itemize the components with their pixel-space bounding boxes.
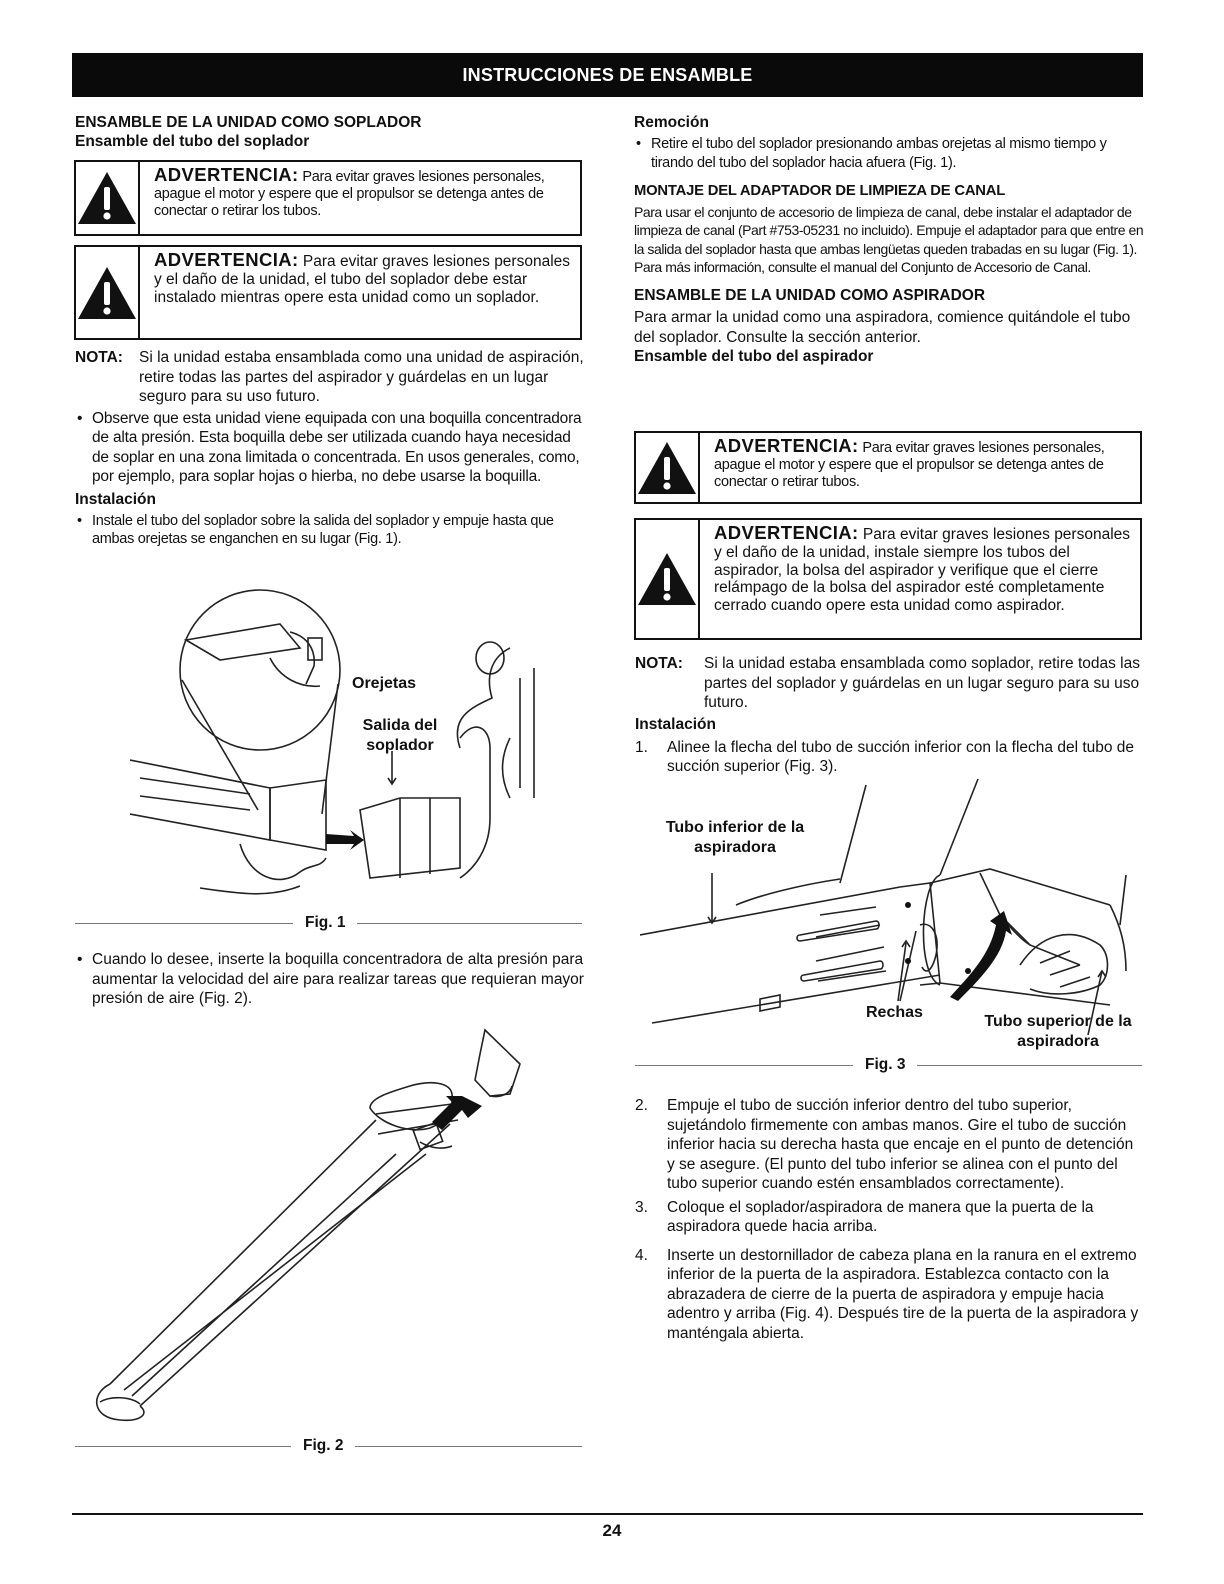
page-header: INSTRUCCIONES DE ENSAMBLE (72, 53, 1143, 97)
warning-title: ADVERTENCIA: (714, 435, 859, 456)
fig1-label-salida: Salida del soplador (362, 717, 438, 754)
install-title-blower: Instalación (75, 490, 156, 508)
warning-title: ADVERTENCIA: (154, 164, 299, 185)
step-number: 3. (635, 1198, 648, 1216)
install-bullet-blower: • Instale el tubo del soplador sobre la salida del soplador y empuje hasta que ambas orejetas se enganchen en su lugar (Fig. 1). (75, 512, 585, 549)
warning-text: personales, apague el motor y espere que el propulsor se detenga antes de conectar o retirar los tubos. (154, 169, 545, 219)
warning-text-first: Para evitar graves lesiones (862, 440, 1030, 456)
page-number: 24 (602, 1521, 622, 1540)
step-3 (635, 1198, 1145, 1237)
note-text: Si la unidad estaba ensamblada como soplador, retire todas las partes del soplador y guárdelas en un lugar seguro para su uso futuro. (704, 655, 1140, 711)
warning-box-1 (74, 160, 582, 236)
right-body (635, 654, 1145, 777)
fig1-caption: Fig. 1 (305, 914, 346, 931)
warning-icon (636, 433, 700, 502)
subsection-title-blower-tube: Ensamble del tubo del soplador (75, 133, 310, 150)
gutter-title: MONTAJE DEL ADAPTADOR DE LIMPIEZA DE CANAL (634, 183, 1006, 199)
step-text: Inserte un destornillador de cabeza plana en la ranura en el extremo inferior de la puerta de la aspiradora. Establezca contacto con la abrazadera de cierre de la puerta de aspiradora y empuje hacia adentro y arriba (Fig. 4). Después tire de la puerta de la aspiradora y manténgala abierta. (667, 1246, 1139, 1342)
step-text: Alinee la flecha del tubo de succión inferior con la flecha del tubo de succión superior (Fig. 3). (667, 738, 1135, 775)
fig1-illustration (130, 588, 540, 910)
step-4 (635, 1246, 1145, 1344)
step-number: 1. (635, 738, 648, 756)
warning-text: personales y el daño de la unidad, instale siempre los tubos del aspirador, la bolsa del aspirador y verifique que el cierre relámpago de la bolsa del aspirador esté completamente cerrado cuando opere esta unidad como aspirador. (714, 526, 1131, 615)
warning-text: personales, apague el motor y espere que el propulsor se detenga antes de conectar o retirar tubos. (714, 440, 1105, 490)
note-label: NOTA: (635, 655, 683, 672)
fig2-illustration (80, 1024, 550, 1429)
vac-section-title: ENSAMBLE DE LA UNIDAD COMO ASPIRADOR (634, 287, 986, 305)
note-blower (75, 348, 585, 407)
removal-title: Remoción (634, 114, 709, 131)
footer-rule (72, 1513, 1143, 1515)
step-1 (635, 738, 1145, 777)
fig1-caption-row (75, 914, 582, 932)
left-body (75, 348, 585, 549)
warning-title: ADVERTENCIA: (714, 522, 859, 543)
fig2-caption-row (75, 1437, 582, 1455)
fig1-label-orejetas: Orejetas (352, 675, 417, 692)
step-number: 2. (635, 1097, 648, 1114)
note-label: NOTA: (75, 349, 123, 366)
gutter-text: Para usar el conjunto de accesorio de limpieza de canal, debe instalar el adaptador de limpieza de canal (Part #753-05231 no incluido). Empuje el adaptador para que entre en la salida del soplador hasta que ambas lengüetas queden trabadas en su lugar (Fig. 1). Para más información, consulte el manual del Conjunto de Accesorio de Canal. (634, 204, 1144, 275)
left-column (75, 114, 585, 151)
warning-icon (76, 247, 140, 338)
warning-icon (76, 162, 140, 234)
fig3-label-lower-tube: Tubo inferior de la aspiradora (665, 819, 805, 856)
step-text: Coloque el soplador/aspiradora de manera que la puerta de la aspiradora quede hacia arriba. (667, 1198, 1094, 1235)
left-body-2 (75, 950, 585, 1009)
warning-text-first: Para evitar graves lesiones (302, 169, 470, 185)
fig3-caption-row (635, 1056, 1142, 1074)
step-2 (635, 1096, 1145, 1194)
warning-text-first: Para evitar graves lesiones (302, 253, 490, 270)
warning-box-2 (74, 245, 582, 340)
vac-intro: Para armar la unidad como una aspiradora, comience quitándole el tubo del soplador. Consulte la sección anterior. (634, 309, 1131, 346)
install-title-vac: Instalación (635, 715, 716, 733)
fig3-label-rechas: Rechas (866, 1004, 923, 1021)
step-text: Empuje el tubo de succión inferior dentro del tubo superior, sujetándolo firmemente con ambas manos. Gire el tubo de succión inferior hacia su derecha hasta que encaje en el punto de detención y se asegure. (El punto del tubo inferior se alinea con el punto del tubo superior cuando estén ensamblados correctamente). (667, 1097, 1134, 1192)
step-number: 4. (635, 1246, 648, 1264)
right-column (634, 114, 1144, 366)
section-title-blower: ENSAMBLE DE LA UNIDAD COMO SOPLADOR (75, 114, 422, 131)
note-vac (635, 654, 1145, 713)
nozzle-insert-bullet: • Cuando lo desee, inserte la boquilla concentradora de alta presión para aumentar la velocidad del aire para realizar tareas que requieran mayor presión de aire (Fig. 2). (75, 950, 585, 1009)
vac-subsection-title: Ensamble del tubo del aspirador (634, 348, 874, 366)
fig3-caption: Fig. 3 (865, 1056, 906, 1073)
warning-box-3 (634, 431, 1142, 504)
warning-text-first: Para evitar graves lesiones (862, 526, 1050, 543)
right-body-2 (635, 1096, 1145, 1343)
removal-bullet: • Retire el tubo del soplador presionando ambas orejetas al mismo tiempo y tirando del tubo del soplador hacia afuera (Fig. 1). (634, 135, 1144, 172)
warning-box-4 (634, 518, 1142, 640)
fig2-caption: Fig. 2 (303, 1437, 344, 1454)
note-text: Si la unidad estaba ensamblada como una unidad de aspiración, retire todas las partes del aspirador y guárdelas en un lugar seguro para su uso futuro. (139, 349, 584, 405)
warning-text: personales y el daño de la unidad, el tubo del soplador debe estar instalado mientras opere esta unidad como un soplador. (154, 253, 571, 306)
warning-icon (636, 520, 700, 638)
fig3-label-upper-tube: Tubo superior de la aspiradora (984, 1013, 1132, 1050)
warning-title: ADVERTENCIA: (154, 249, 299, 270)
nozzle-bullet: • Observe que esta unidad viene equipada con una boquilla concentradora de alta presión. Esta boquilla debe ser utilizada cuando haya necesidad de soplar en una zona limitada o concentrada. En usos generales, como, por ejemplo, para soplar hojas o hierba, no debe usarse la boquilla. (75, 409, 585, 487)
